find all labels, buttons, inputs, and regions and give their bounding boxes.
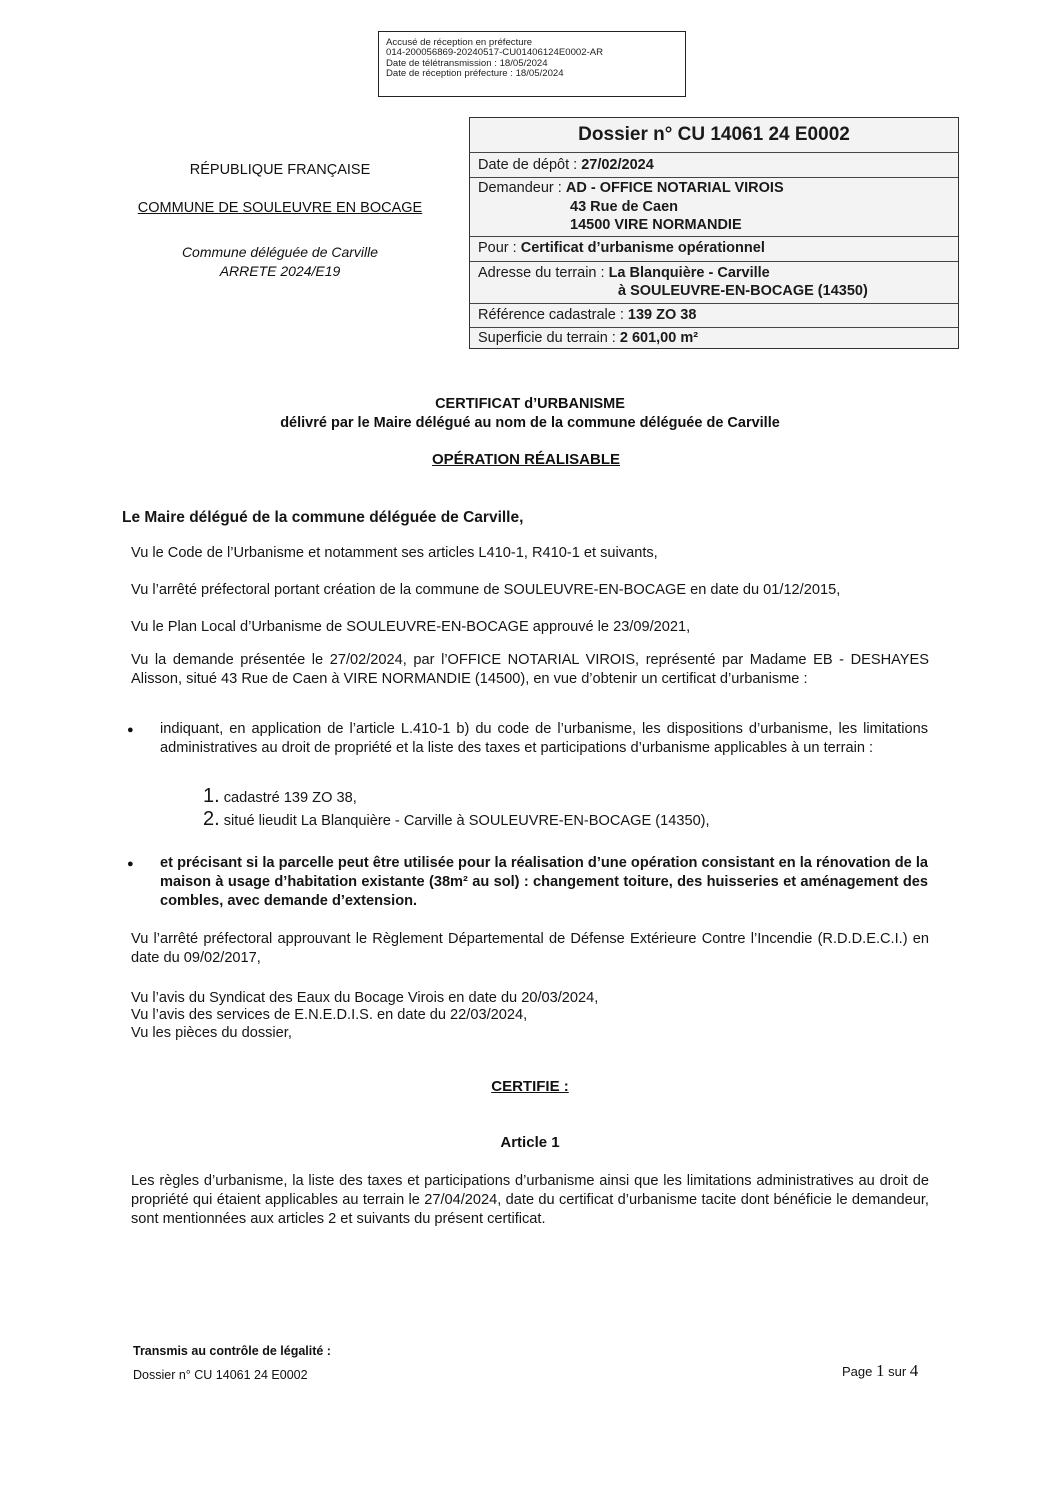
dossier-title: Dossier n° CU 14061 24 E0002 (578, 124, 850, 145)
acknowledgement-stamp (378, 31, 686, 97)
stamp-line: Accusé de réception en préfecture (386, 37, 533, 48)
area-label: Superficie du terrain : (478, 330, 620, 346)
vu-pieces: Vu les pièces du dossier, (131, 1025, 292, 1041)
vu-arrete-creation: Vu l’arrêté préfectoral portant création de la commune de SOULEUVRE-EN-BOCAGE en date du 01/12/2015, (131, 582, 841, 598)
bullet-icon: ● (127, 724, 134, 736)
delegated-commune: Commune déléguée de Carville (181, 244, 379, 260)
address-line1: La Blanquière - Carville (608, 265, 770, 281)
vu-code-urbanisme: Vu le Code de l’Urbanisme et notamment ses articles L410-1, R410-1 et suivants, (131, 545, 658, 561)
bullet-precisant: et précisant si la parcelle peut être utilisée pour la réalisation d’une opération consistant en la rénovation de la maison à usage d’habitation existante (38m² au sol) : changement toiture, des huisseries et aménagement des combles, avec demande d’extension. (160, 855, 928, 909)
cadastral-label: Référence cadastrale : (478, 307, 628, 323)
page-number: 1 (875, 1361, 885, 1380)
list-number: 1. (203, 785, 220, 807)
page-mid: sur (884, 1364, 910, 1379)
vu-rddeci: Vu l’arrêté préfectoral approuvant le Règlement Départemental de Défense Extérieure Contre l’Incendie (R.D.D.E.C.I.) en date du 09/02/2017, (131, 931, 929, 966)
stamp-line: 014-200056869-20240517-CU01406124E0002-AR (386, 47, 604, 59)
vu-demande: Vu la demande présentée le 27/02/2024, par l’OFFICE NOTARIAL VIROIS, représenté par Madame EB - DESHAYES Alisson, situé 43 Rue de Caen à VIRE NORMANDIE (14500), en vue d’obtenir un certificat d’urbanisme : (131, 652, 929, 687)
bullet-icon: ● (127, 858, 134, 870)
address-line2: à SOULEUVRE-EN-BOCAGE (14350) (618, 283, 868, 299)
address-label: Adresse du terrain : (478, 265, 609, 281)
deposit-label: Date de dépôt : (478, 157, 582, 173)
area-row (470, 327, 958, 348)
purpose-value: Certificat d’urbanisme opérationnel (520, 240, 765, 256)
page-total: 4 (909, 1361, 919, 1380)
certifie-heading: CERTIFIE : (491, 1078, 569, 1095)
stamp-line: Date de réception préfecture : 18/05/2024 (386, 68, 564, 80)
applicant-label: Demandeur : (478, 180, 566, 196)
deposit-date-row (470, 152, 958, 177)
list-item-situation: situé lieudit La Blanquière - Carville à SOULEUVRE-EN-BOCAGE (14350), (223, 813, 710, 829)
list-number: 2. (203, 808, 220, 830)
vu-enedis: Vu l’avis des services de E.N.E.D.I.S. en date du 22/03/2024, (131, 1007, 528, 1023)
applicant-city: 14500 VIRE NORMANDIE (570, 217, 742, 233)
applicant-row (470, 177, 958, 236)
applicant-street: 43 Rue de Caen (570, 198, 678, 215)
footer-dossier: Dossier n° CU 14061 24 E0002 (133, 1368, 308, 1382)
purpose-label: Pour : (478, 240, 521, 256)
deposit-value: 27/02/2024 (581, 157, 654, 173)
list-item-cadastre: cadastré 139 ZO 38, (223, 790, 357, 806)
vu-syndicat-eaux: Vu l’avis du Syndicat des Eaux du Bocage Virois en date du 20/03/2024, (131, 990, 599, 1006)
page-indicator (842, 1361, 918, 1381)
purpose-row (470, 236, 958, 261)
area-value: 2 601,00 m² (619, 330, 699, 346)
footer-transmis: Transmis au contrôle de légalité : (133, 1344, 331, 1358)
vu-plu: Vu le Plan Local d’Urbanisme de SOULEUVRE-EN-BOCAGE approuvé le 23/09/2021, (131, 619, 691, 635)
arrete-number: ARRETE 2024/E19 (219, 263, 341, 279)
certificate-title: CERTIFICAT d’URBANISME (435, 396, 625, 412)
bullet-indiquant: indiquant, en application de l’article L.410-1 b) du code de l’urbanisme, les dispositions d’urbanisme, les limitations administratives au droit de propriété et la liste des taxes et participations d’urbanisme applicables à un terrain : (160, 721, 928, 756)
cadastral-row (470, 303, 958, 327)
mayor-heading: Le Maire délégué de la commune déléguée de Carville, (122, 509, 524, 526)
address-row (470, 261, 958, 303)
operation-status: OPÉRATION RÉALISABLE (431, 451, 621, 468)
page-prefix: Page (842, 1364, 876, 1379)
dossier-box (469, 117, 959, 349)
republic-heading: RÉPUBLIQUE FRANÇAISE (189, 162, 371, 178)
applicant-name: AD - OFFICE NOTARIAL VIROIS (565, 180, 784, 196)
commune-heading: COMMUNE DE SOULEUVRE EN BOCAGE (137, 200, 423, 216)
stamp-line: Date de télétransmission : 18/05/2024 (386, 57, 548, 69)
article1-text: Les règles d’urbanisme, la liste des taxes et participations d’urbanisme ainsi que les limitations administratives au droit de propriété qui étaient applicables au terrain le 27/04/2024, date du certificat d’urbanisme tacite dont bénéficie le demandeur, sont mentionnées aux articles 2 et suivants du présent certificat. (131, 1173, 929, 1227)
certificate-subtitle: délivré par le Maire délégué au nom de la commune déléguée de Carville (280, 415, 780, 431)
article1-title: Article 1 (500, 1134, 560, 1151)
cadastral-value: 139 ZO 38 (627, 307, 697, 323)
